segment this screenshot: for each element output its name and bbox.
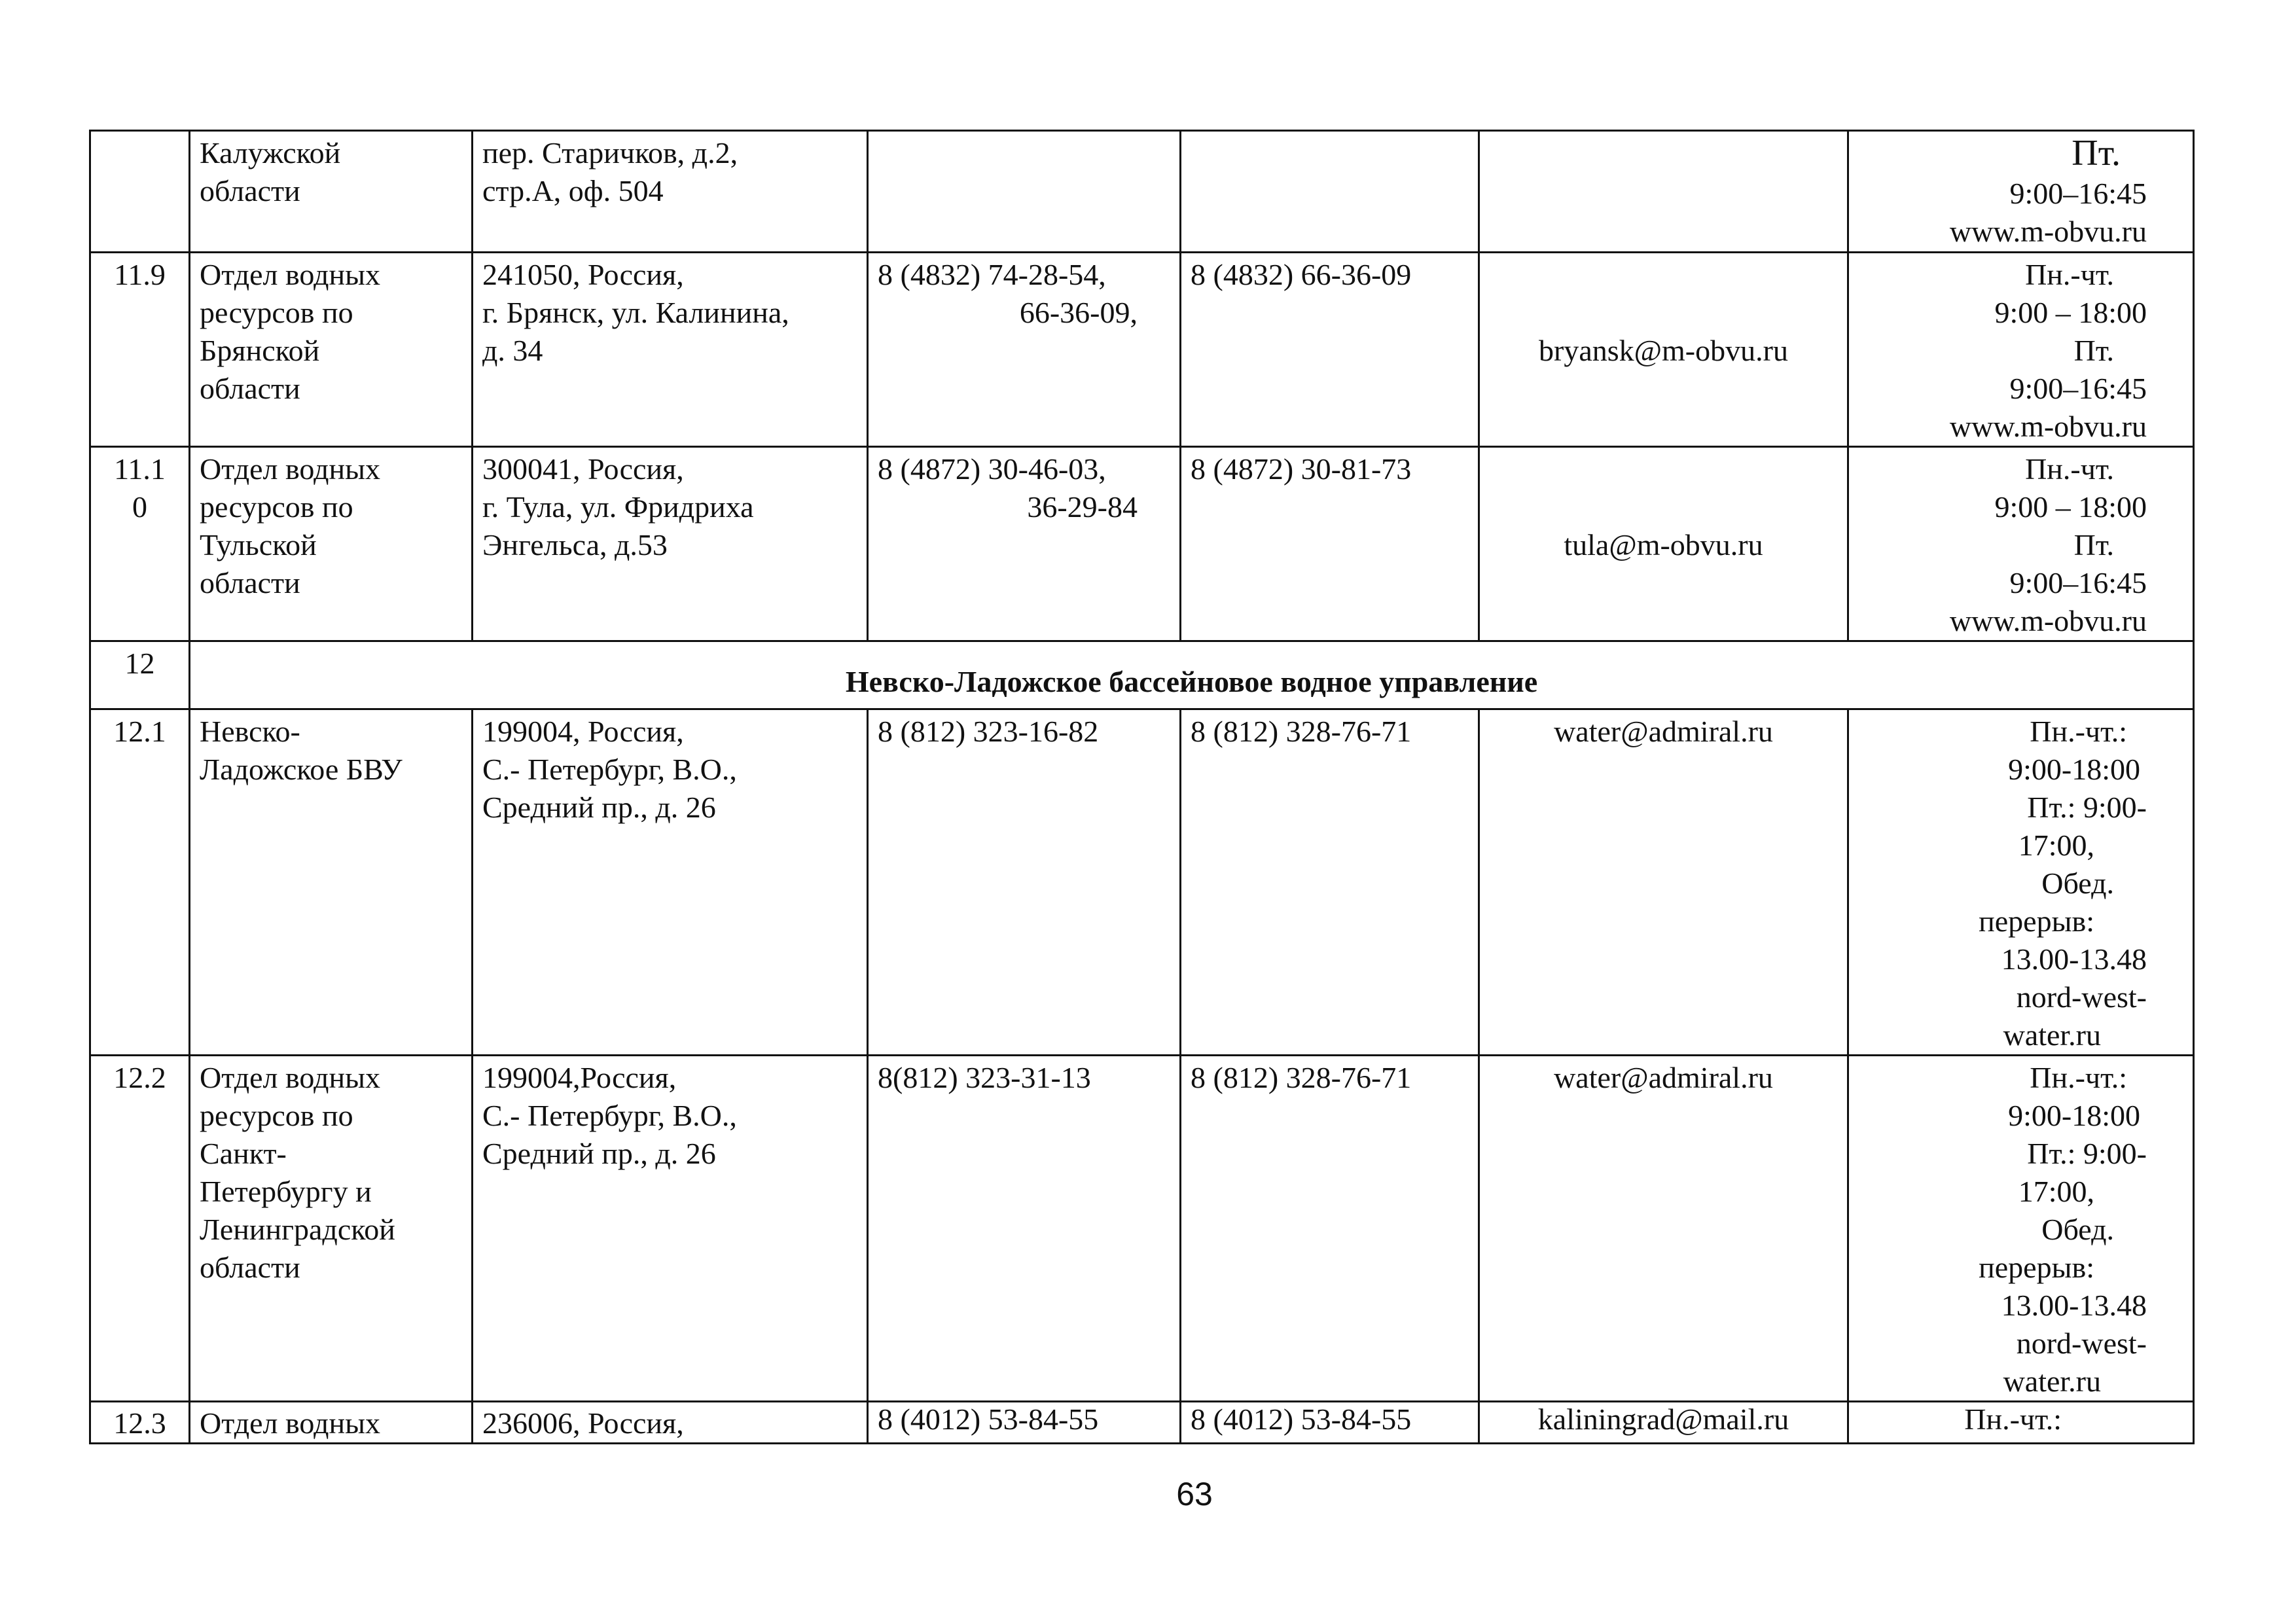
email-cell: kaliningrad@mail.ru — [1479, 1402, 1848, 1444]
phone-cell: 8 (4012) 53-84-55 — [868, 1402, 1181, 1444]
address-cell: 236006, Россия, — [473, 1402, 868, 1444]
contacts-table — [89, 130, 2195, 1444]
address-cell: 199004,Россия, С.- Петербург, В.О., Средний пр., д. 26 — [473, 1056, 868, 1402]
table-row — [90, 447, 2194, 641]
email-cell: tula@m-obvu.ru — [1479, 447, 1848, 641]
fax-cell: 8 (4832) 66-36-09 — [1181, 253, 1479, 447]
org-name-cell: Невско- Ладожское БВУ — [190, 709, 473, 1056]
row-number: 12.3 — [90, 1402, 190, 1444]
schedule-cell: Пн.-чт.: 9:00-18:00 Пт.: 9:00- 17:00, Обед. перерыв: 13.00-13.48 nord-west- water.ru — [1848, 709, 2194, 1056]
row-number: 11.9 — [90, 253, 190, 447]
schedule-cell: Пн.-чт. 9:00 – 18:00 Пт. 9:00–16:45 www.m-obvu.ru — [1848, 447, 2194, 641]
row-number: 11.1 0 — [90, 447, 190, 641]
fax-cell: 8 (812) 328-76-71 — [1181, 1056, 1479, 1402]
org-name-cell: Отдел водных ресурсов по Брянской области — [190, 253, 473, 447]
org-name-cell: Отдел водных ресурсов по Тульской области — [190, 447, 473, 641]
email-cell: bryansk@m-obvu.ru — [1479, 253, 1848, 447]
schedule-cell: Пн.-чт. 9:00 – 18:00 Пт. 9:00–16:45 www.m-obvu.ru — [1848, 253, 2194, 447]
fax-cell: 8 (4872) 30-81-73 — [1181, 447, 1479, 641]
email-cell: water@admiral.ru — [1479, 709, 1848, 1056]
table-row — [90, 131, 2194, 253]
phone-cell: 8(812) 323-31-13 — [868, 1056, 1181, 1402]
schedule-cell: Пн.-чт.: 9:00-18:00 Пт.: 9:00- 17:00, Обед. перерыв: 13.00-13.48 nord-west- water.ru — [1848, 1056, 2194, 1402]
schedule-cell: Пн.-чт.: — [1848, 1402, 2194, 1444]
phone-cell: 8 (4872) 30-46-03, 36-29-84 — [868, 447, 1181, 641]
table-row — [90, 1402, 2194, 1444]
row-number — [90, 131, 190, 253]
phone-cell: 8 (812) 323-16-82 — [868, 709, 1181, 1056]
fax-cell: 8 (812) 328-76-71 — [1181, 709, 1479, 1056]
row-number: 12.2 — [90, 1056, 190, 1402]
table-row — [90, 1056, 2194, 1402]
section-title: Невско-Ладожское бассейновое водное управление — [190, 641, 2194, 709]
address-cell: 199004, Россия, С.- Петербург, В.О., Средний пр., д. 26 — [473, 709, 868, 1056]
org-name-cell: Отдел водных — [190, 1402, 473, 1444]
section-header-row — [90, 641, 2194, 709]
org-name-cell: Отдел водных ресурсов по Санкт- Петербургу и Ленинградской области — [190, 1056, 473, 1402]
address-cell: 300041, Россия, г. Тула, ул. Фридриха Энгельса, д.53 — [473, 447, 868, 641]
phone-cell: 8 (4832) 74-28-54, 66-36-09, — [868, 253, 1181, 447]
email-cell — [1479, 131, 1848, 253]
table-row — [90, 253, 2194, 447]
row-number: 12.1 — [90, 709, 190, 1056]
email-cell: water@admiral.ru — [1479, 1056, 1848, 1402]
address-cell: 241050, Россия, г. Брянск, ул. Калинина, д. 34 — [473, 253, 868, 447]
table-row — [90, 709, 2194, 1056]
fax-cell: 8 (4012) 53-84-55 — [1181, 1402, 1479, 1444]
address-cell: пер. Старичков, д.2, стр.А, оф. 504 — [473, 131, 868, 253]
org-name-cell: Калужской области — [190, 131, 473, 253]
phone-cell — [868, 131, 1181, 253]
schedule-cell: Пт. 9:00–16:45 www.m-obvu.ru — [1848, 131, 2194, 253]
section-number: 12 — [90, 641, 190, 709]
page-number: 63 — [1176, 1476, 1213, 1512]
fax-cell — [1181, 131, 1479, 253]
